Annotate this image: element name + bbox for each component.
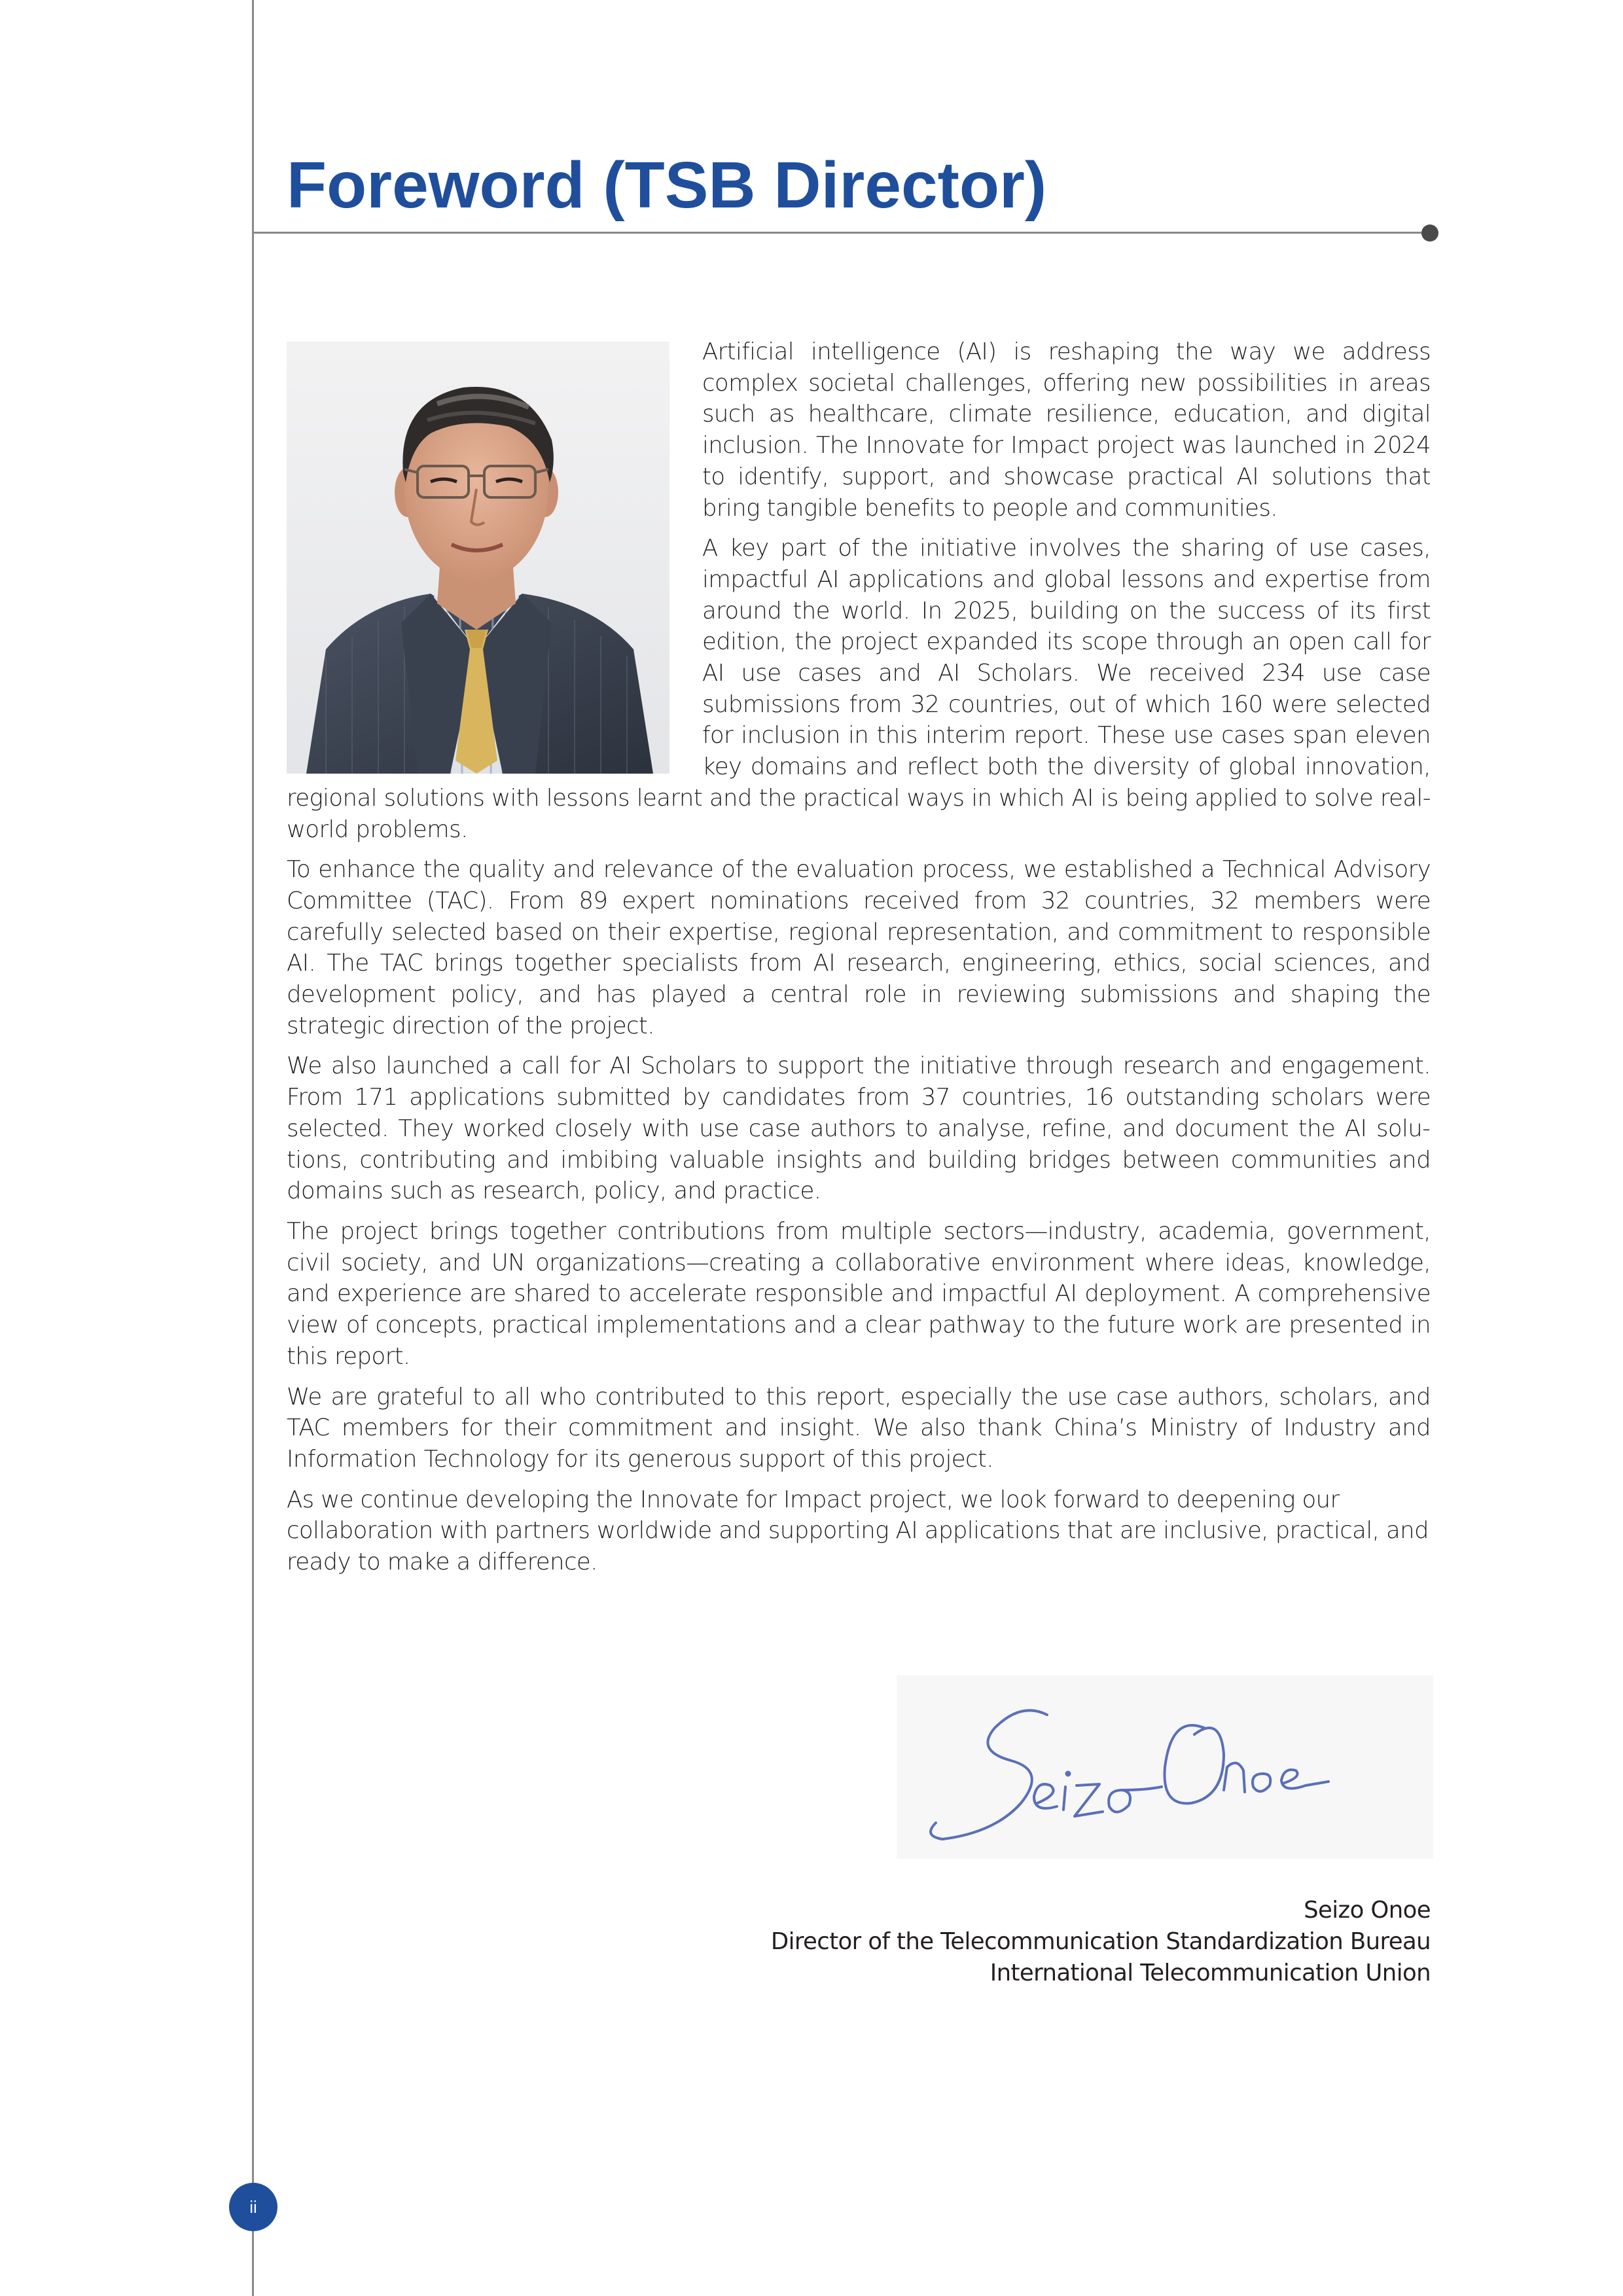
foreword-body <box>287 336 1431 1587</box>
paragraph-6: We are grateful to all who contributed to this report, especially the use case authors, scholars, and TAC members for their commitment and insight. We also thank China’s Ministry of Industry and Information Technology for its generous support of this project. <box>287 1383 1431 1473</box>
portrait-photo <box>287 342 669 774</box>
paragraph-5: The project brings together contributions from multiple sectors—industry, academia, government, civil society, and UN organizations—creating a collaborative environment where ideas, knowledge, and experience are shared to accelerate responsible and impactful AI deployment. A comprehensive view of concepts, practical implementations and a clear pathway to the future work are presented in this report. <box>287 1217 1431 1370</box>
title-underline-rule <box>253 232 1426 234</box>
signature-block <box>771 1895 1431 1989</box>
signatory-name: Seizo Onoe <box>1304 1897 1431 1924</box>
handwritten-signature <box>897 1676 1433 1859</box>
paragraph-1: Artificial intelligence (AI) is reshaping the way we address complex societal challenges, offering new possibilities in areas such as healthcare, climate resilience, education, and digital inclusion. The Innovate for Impact project was launched in 2024 to identify, support, and showcase practical AI solutions that bring tangible benefits to people and communities. <box>702 338 1431 522</box>
paragraph-4: We also launched a call for AI Scholars to support the initiative through research and engagement. From 171 applications submitted by candidates from 37 countries, 16 outstanding scholars were selected. They worked closely with use case authors to analyse, refine, and document the AI solutions, contributing and imbibing valuable insights and building bridges between communities and domains such as research, policy, and practice. <box>287 1052 1431 1205</box>
page-title: Foreword (TSB Director) <box>287 149 1047 222</box>
page-number-badge: ii <box>229 2183 277 2231</box>
rule-end-dot-icon <box>1421 224 1438 242</box>
margin-vertical-line <box>252 0 254 2296</box>
signatory-role: Director of the Telecommunication Standardization Bureau <box>770 1928 1431 1955</box>
paragraph-3: To enhance the quality and relevance of the evaluation process, we established a Technical Advisory Committee (TAC). From 89 expert nominations received from 32 countries, 32 members were carefully selected based on their expertise, regional representation, and commitment to responsible AI. The TAC brings together specialists from AI research, engineering, ethics, social sciences, and development policy, and has played a central role in reviewing submissions and shaping the strategic direction of the project. <box>287 856 1431 1039</box>
signatory-organization: International Telecommunication Union <box>990 1960 1431 1986</box>
paragraph-2: A key part of the initiative involves the sharing of use cases, impactful AI applications and global lessons and expertise from around the world. In 2025, building on the success of its first edition, the project expanded its scope through an open call for AI use cases and AI Scholars. We received 234 use case submissions from 32 countries, out of which 160 were selected for inclusion in this interim report. These use cases span eleven key domains and reflect both the diversity of global innovation, regional solutions with lessons learnt and the practical ways in which AI is being applied to solve real-world problems. <box>287 535 1431 843</box>
paragraph-7: As we continue developing the Innovate for Impact project, we look forward to deepening our collaboration with partners worldwide and supporting AI applications that are inclusive, practical, and ready to make a difference. <box>287 1486 1429 1576</box>
